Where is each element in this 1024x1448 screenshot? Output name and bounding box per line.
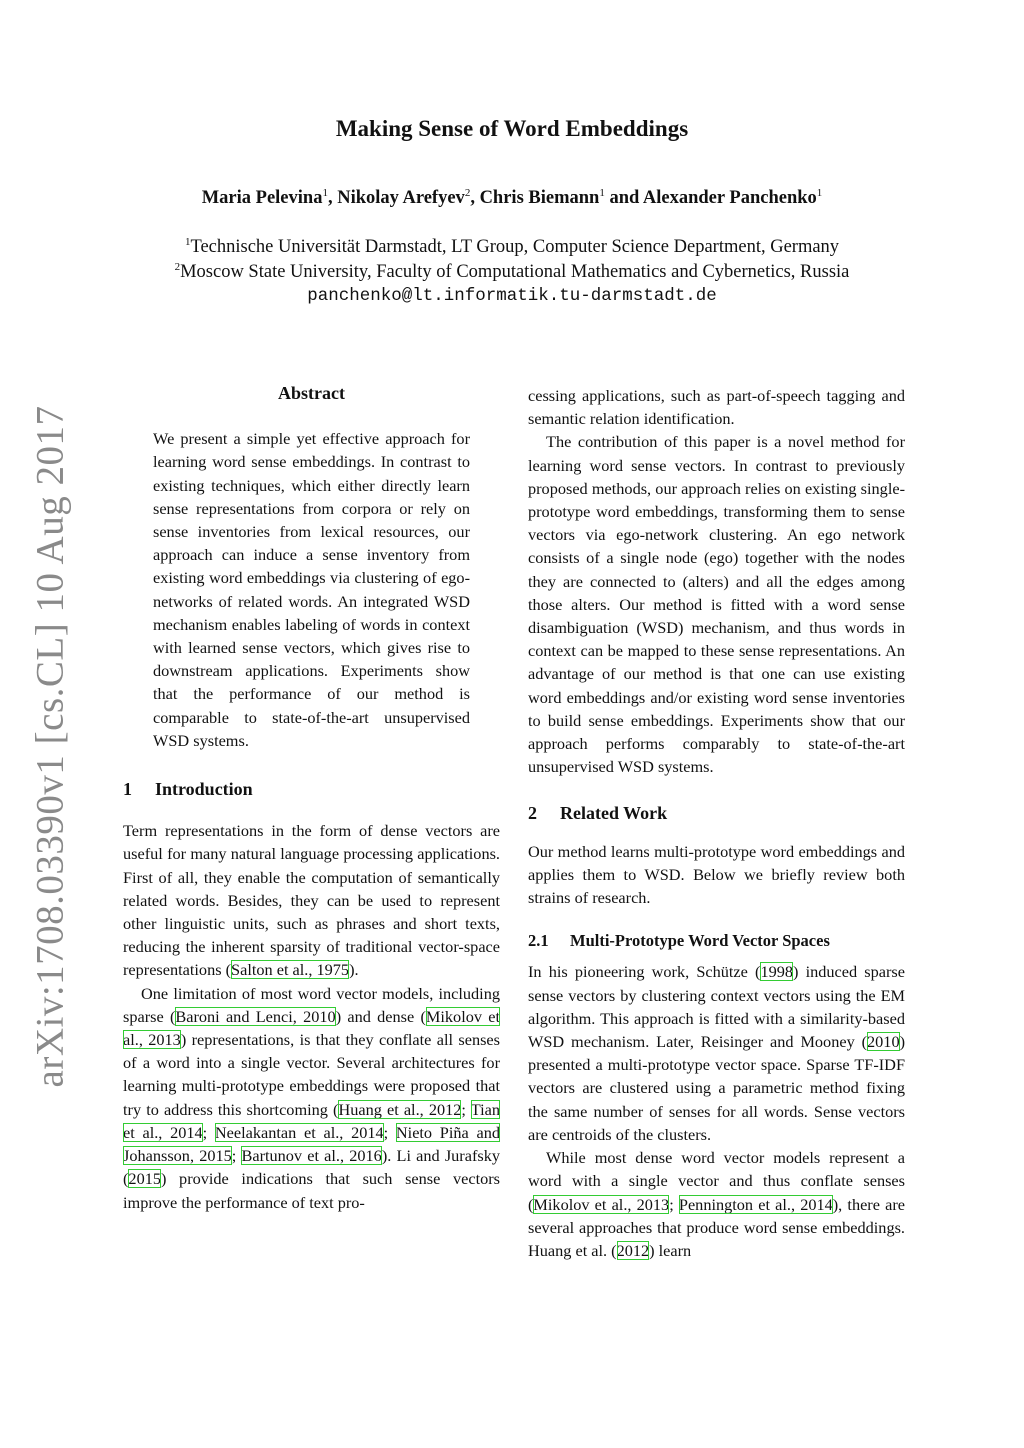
affiliation-line: $^2$Moscow State University, Faculty of Computational Mathematics and Cybernetics, Russia xyxy=(174,261,850,283)
intro-paragraph: One limitation of most word vector models, including sparse (Baroni and Lenci, 2010) and dense (Mikolov et al., 2013) representations, is that they conflate all senses of a word into a single vector. Several architectures for learning multi-prototype embeddings were proposed that try to address this shortcoming (Huang et al., 2012; Tian et al., 2014; Neelakantan et al., 2014; Nieto Piña and Johansson, 2015; Bartunov et al., 2016). Li and Jurafsky (2015) provide indications that such sense vectors improve the performance of text pro- xyxy=(123,983,501,1212)
left-column xyxy=(123,382,500,1214)
arxiv-identifier-stamp xyxy=(22,405,78,1087)
citation-link[interactable]: Pennington et al., 2014 xyxy=(678,1194,833,1214)
subsection-number: 2.1 xyxy=(528,931,549,951)
author-name: Alexander Panchenko xyxy=(642,188,817,209)
citation-link[interactable]: 2010 xyxy=(867,1032,900,1052)
subsection-paragraph: In his pioneering work, Schütze (1998) induced sparse sense vectors by clustering context vectors using the EM algorithm. This approach is fitted with a similarity-based WSD mechanism. Later, Reisinger and Mooney (2010) presented a multi-prototype vector space. Sparse TF-IDF vectors are clustered using a parametric method fixing the same number of senses for all words. Sense vectors are centroids of the clusters. xyxy=(528,962,905,1144)
citation-link[interactable]: 2012 xyxy=(616,1240,650,1260)
section-number: 1 xyxy=(123,779,132,800)
citation-link[interactable]: Mikolov et al., 2013 xyxy=(533,1194,670,1214)
subsection-title: Multi-Prototype Word Vector Spaces xyxy=(570,931,830,951)
author-affiliation-mark: 1 xyxy=(816,187,823,199)
citation-link[interactable]: Salton et al., 1975 xyxy=(231,960,350,980)
section-number: 2 xyxy=(528,803,537,824)
author-affiliation-mark: 1 xyxy=(599,187,605,199)
author-list: Maria Pelevina$^1$, Nikolay Arefyev$^2$, Chris Biemann$^1$ and Alexander Panchenko$^1$ xyxy=(201,187,823,209)
abstract-heading: Abstract xyxy=(278,383,345,403)
intro-paragraph-continued: cessing applications, such as part-of-speech tagging and semantic relation identification. xyxy=(528,386,905,429)
intro-paragraph: Term representations in the form of dense vectors are useful for many natural language processing applications. First of all, they enable the computation of semantically related words. Besides, they can be used to represent other linguistic units, such as phrases and short texts, reducing the inherent sparsity of traditional vector-space representations (Salton et al., 1975). xyxy=(123,821,500,980)
arxiv-stamp-text: arXiv:1708.03390v1 [cs.CL] 10 Aug 2017 xyxy=(28,405,72,1087)
abstract-body: We present a simple yet effective approach for learning word sense embeddings. In contrast to existing techniques, which either directly learn sense representations from corpora or rely on sense inventories from lexical resources, our approach can induce a sense inventory from existing word embeddings via clustering of ego-networks of related words. An integrated WSD mechanism enables labeling of words in context with learned sense vectors, which gives rise to downstream applications. Experiments show that the performance of our method is comparable to state-of-the-art unsupervised WSD systems. xyxy=(153,429,470,750)
section-title: Related Work xyxy=(560,803,668,824)
section-title: Introduction xyxy=(155,779,253,800)
right-column xyxy=(528,384,905,1262)
subsection-paragraph: While most dense word vector models represent a word with a single vector and thus conflate senses (Mikolov et al., 2013; Pennington et al., 2014), there are several approaches that produce word sense embeddings. Huang et al. (2012) learn xyxy=(528,1148,905,1260)
section-heading-related-work xyxy=(528,802,905,825)
author-affiliation-mark: 2 xyxy=(464,187,471,199)
citation-link[interactable]: Bartunov et al., 2016 xyxy=(241,1146,382,1166)
subsection-heading-multi-prototype xyxy=(528,929,905,952)
author-name: Chris Biemann xyxy=(479,188,600,209)
citation-link[interactable]: Neelakantan et al., 2014 xyxy=(214,1122,384,1142)
citation-link[interactable]: 2015 xyxy=(128,1169,161,1189)
citation-link[interactable]: Baroni and Lenci, 2010 xyxy=(175,1006,336,1026)
citation-link[interactable]: Mikolov et al., 2013 xyxy=(123,1006,501,1050)
citation-link[interactable]: Huang et al., 2012 xyxy=(338,1099,462,1119)
section-heading-introduction xyxy=(123,778,500,801)
author-affiliation-mark: 1 xyxy=(322,187,328,199)
citation-link[interactable]: 1998 xyxy=(760,962,794,982)
paper-title: Making Sense of Word Embeddings xyxy=(335,116,689,141)
contribution-paragraph: The contribution of this paper is a novel method for learning word sense vectors. In contrast to previously proposed methods, our approach relies on existing single-prototype word embeddings, transforming them to sense vectors via ego-network clustering. An ego network consists of a single node (ego) together with the nodes they are connected to (alters) and all the edges among those alters. Our method is fitted with a word sense disambiguation (WSD) mechanism, and thus words in context can be mapped to these sense representations. An advantage of our method is that one can use existing word embeddings and/or existing word sense inventories to build sense embeddings. Experiments show that our approach performs comparably to state-of-the-art unsupervised WSD systems. xyxy=(528,432,905,777)
contact-email[interactable]: panchenko@lt.informatik.tu-darmstadt.de xyxy=(307,286,717,306)
citation-link[interactable]: Tian et al., 2014 xyxy=(123,1099,500,1142)
author-name: Maria Pelevina xyxy=(201,188,323,209)
citation-link[interactable]: Nieto Piña and Johansson, 2015 xyxy=(123,1122,500,1166)
author-name: Nikolay Arefyev xyxy=(337,188,465,209)
related-work-paragraph: Our method learns multi-prototype word embeddings and applies them to WSD. Below we briefly review both strains of research. xyxy=(528,841,905,908)
affiliation-line: $^1$Technische Universität Darmstadt, LT Group, Computer Science Department, Germany xyxy=(184,236,840,258)
